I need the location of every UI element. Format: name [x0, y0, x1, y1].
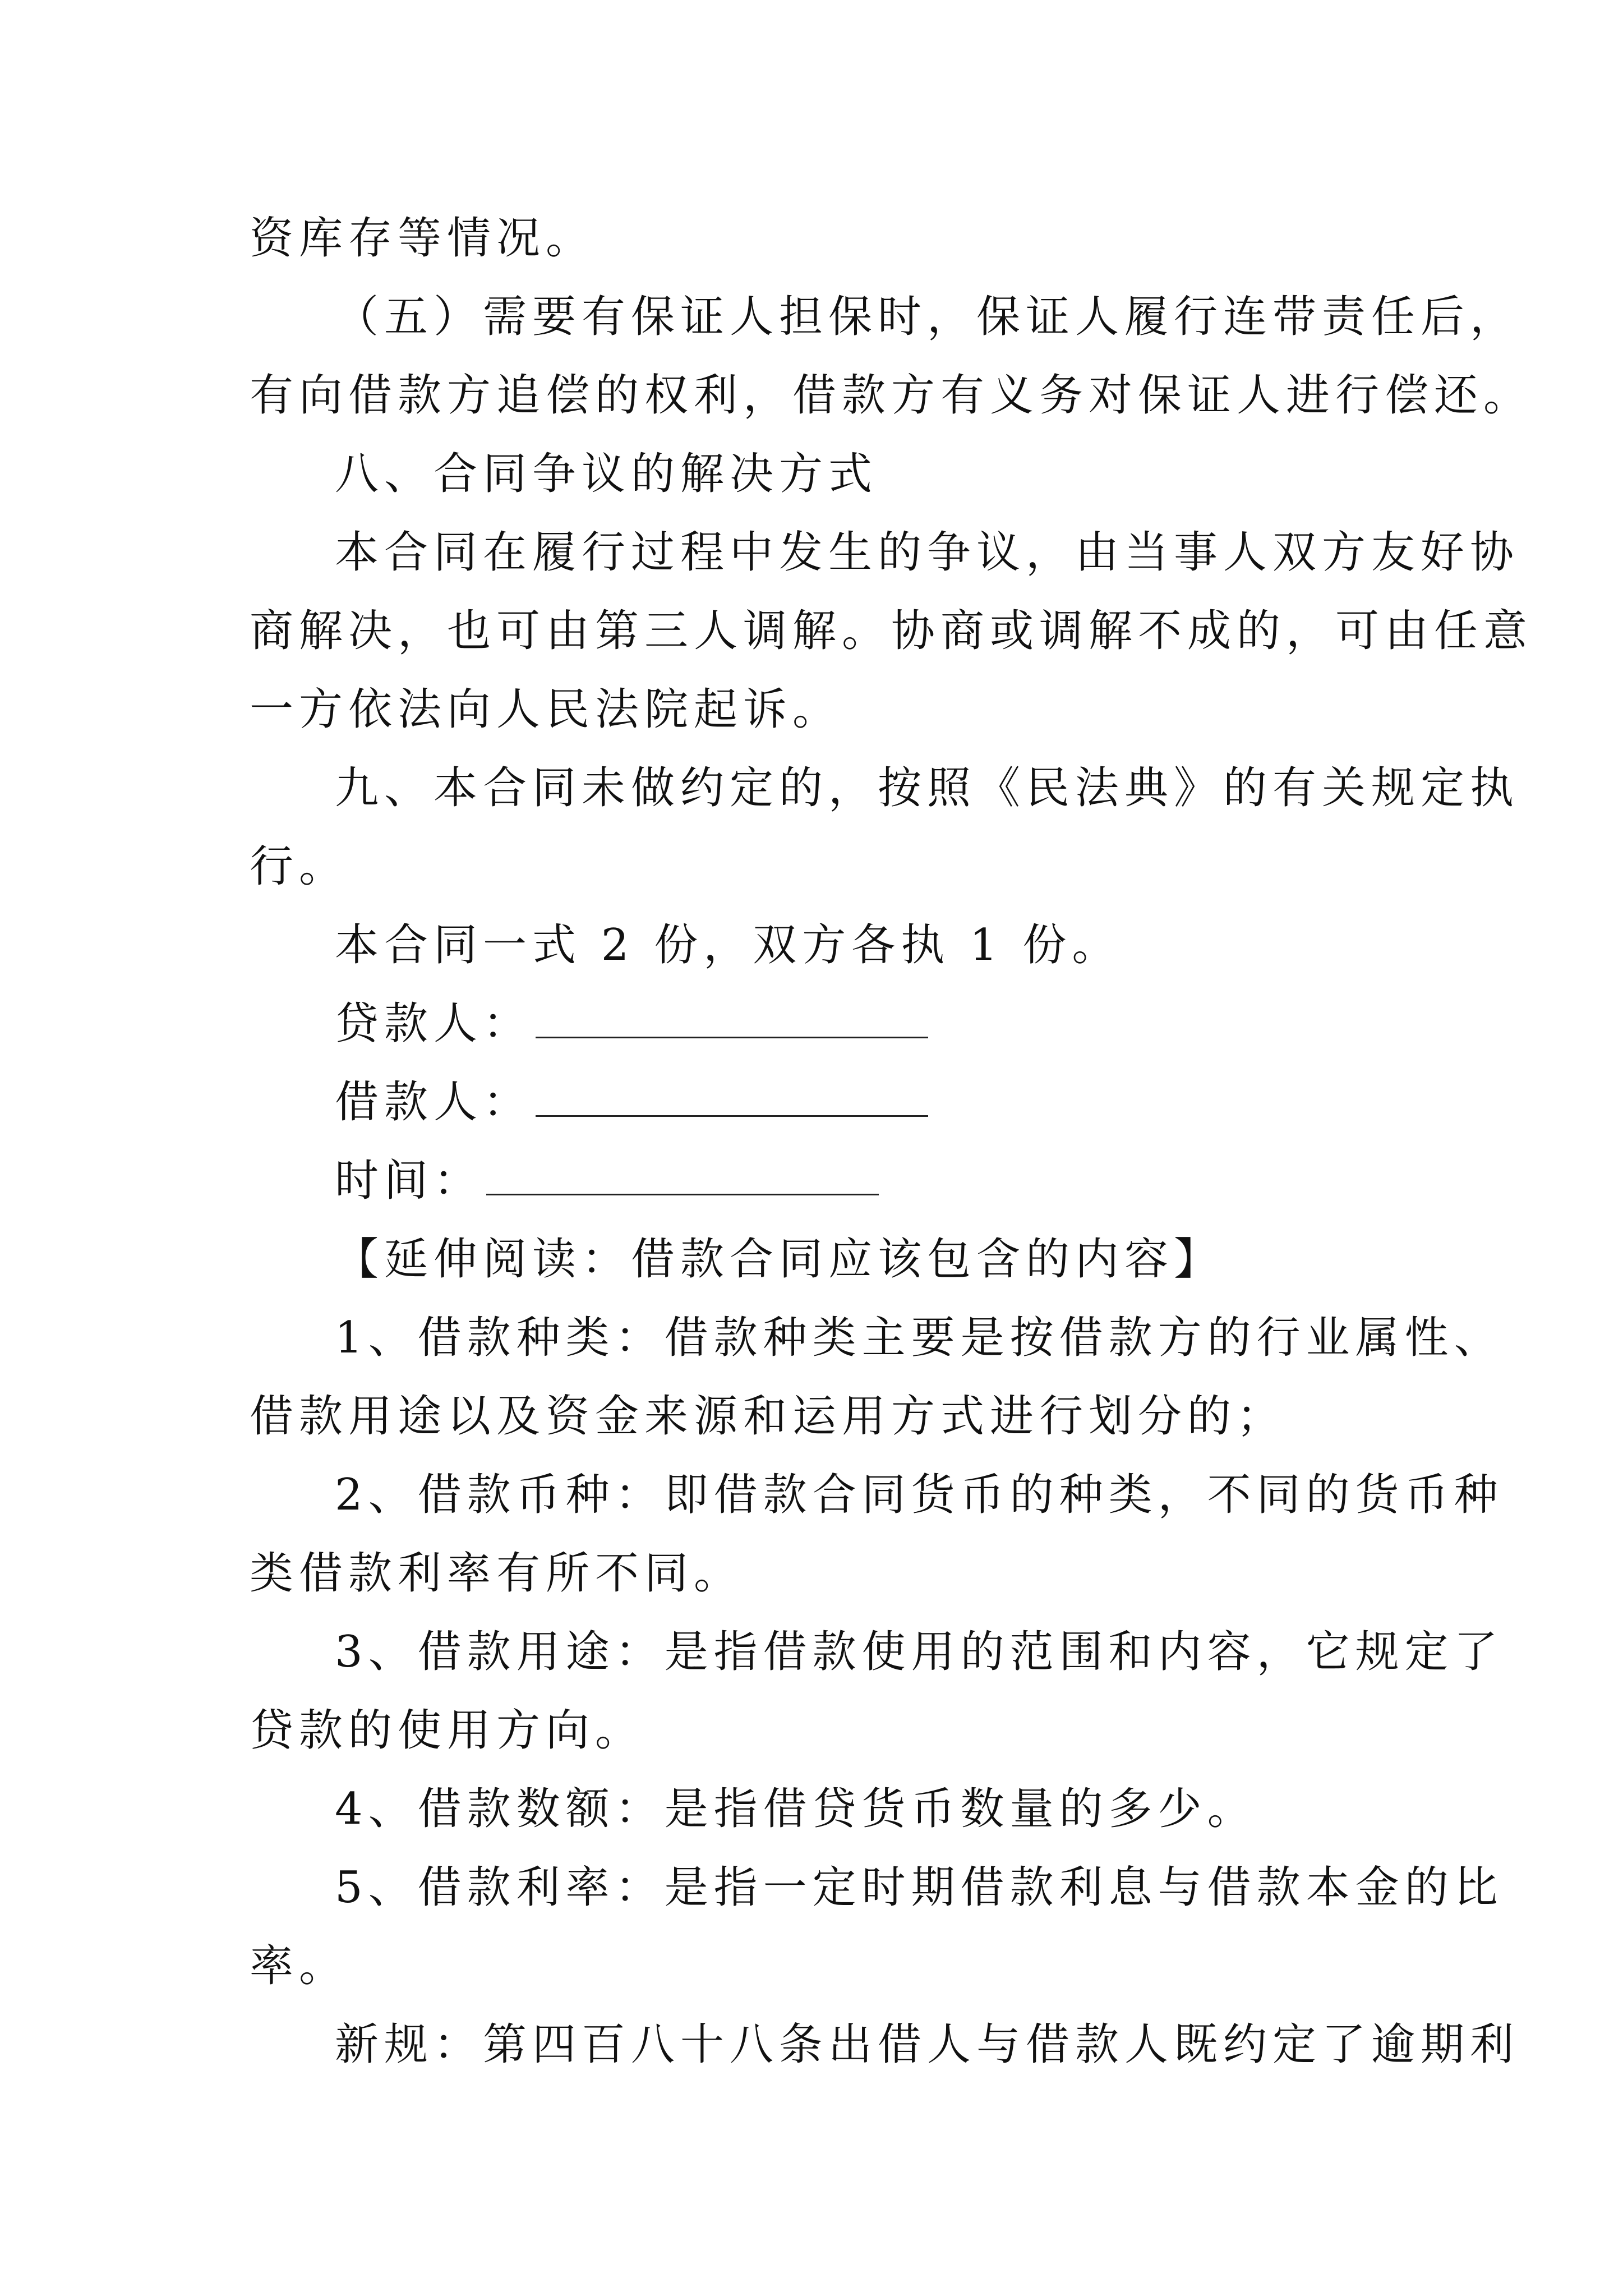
paragraph-line: 贷款的使用方向。: [250, 1705, 645, 1756]
paragraph-line: 商解决，也可由第三人调解。协商或调解不成的，可由任意: [250, 606, 1533, 656]
new-rule-line: 新规：第四百八十八条出借人与借款人既约定了逾期利: [335, 2019, 1520, 2070]
list-item-amount: 4、借款数额：是指借贷货币数量的多少。: [335, 1784, 1257, 1834]
borrower-signature-row: [335, 1074, 928, 1130]
list-item-interest-rate: 5、借款利率：是指一定时期借款利息与借款本金的比: [335, 1862, 1504, 1913]
list-item-currency: 2、借款币种：即借款合同货币的种类，不同的货币种: [335, 1470, 1504, 1520]
paragraph-line: 率。: [250, 1941, 349, 1991]
paragraph-line: 一方依法向人民法院起诉。: [250, 684, 842, 735]
paragraph-line: 行。: [250, 841, 349, 892]
borrower-label: 借款人：: [335, 1077, 533, 1128]
paragraph-line: 借款用途以及资金来源和运用方式进行划分的；: [250, 1391, 1287, 1442]
clause-five-line: （五）需要有保证人担保时，保证人履行连带责任后，: [335, 292, 1520, 342]
lender-signature-row: [335, 996, 928, 1052]
lender-label: 贷款人：: [335, 999, 533, 1049]
extended-reading-heading: 【延伸阅读：借款合同应该包含的内容】: [335, 1234, 1224, 1285]
lender-signature-blank: [536, 1002, 928, 1038]
paragraph-line: 有向借款方追偿的权利，借款方有义务对保证人进行偿还。: [250, 370, 1533, 421]
date-signature-row: [335, 1153, 879, 1209]
borrower-signature-blank: [536, 1080, 928, 1117]
list-item-loan-type: 1、借款种类：借款种类主要是按借款方的行业属性、: [335, 1313, 1504, 1363]
date-label: 时间：: [335, 1156, 483, 1206]
paragraph-line: 资库存等情况。: [250, 213, 596, 264]
copies-line: 本合同一式 2 份，双方各执 1 份。: [335, 920, 1122, 970]
list-item-purpose: 3、借款用途：是指借款使用的范围和内容，它规定了: [335, 1627, 1504, 1677]
paragraph-line: 本合同在履行过程中发生的争议，由当事人双方友好协: [335, 527, 1520, 578]
section-heading-dispute: 八、合同争议的解决方式: [335, 449, 878, 499]
paragraph-line: 类借款利率有所不同。: [250, 1548, 744, 1599]
date-signature-blank: [486, 1159, 879, 1195]
section-heading-nine: 九、本合同未做约定的，按照《民法典》的有关规定执: [335, 763, 1520, 813]
